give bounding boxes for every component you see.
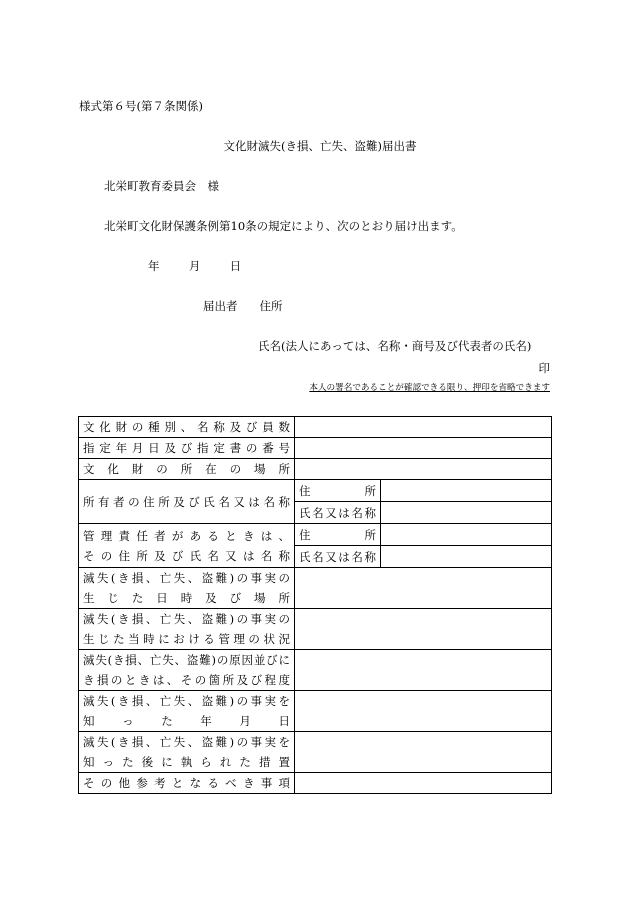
sub-label-address: 住 所 xyxy=(295,480,381,502)
reporter-address-label: 住所 xyxy=(259,299,283,313)
table-row xyxy=(79,691,552,732)
table-row xyxy=(79,417,552,438)
value-cell[interactable] xyxy=(381,524,552,546)
value-cell[interactable] xyxy=(295,650,552,691)
row-label: 文化財の種別、名称及び員数 xyxy=(79,417,295,438)
row-label: 滅失(き損、亡失、盗難)の事実を 知った後に執られた措置 xyxy=(79,732,295,773)
report-table xyxy=(78,416,552,794)
row-label: 滅失(き損、亡失、盗難)の事実を 知った年月日 xyxy=(79,691,295,732)
value-cell[interactable] xyxy=(295,417,552,438)
document-title: 文化財滅失(き損、亡失、盗難)届出書 xyxy=(223,139,417,153)
date-day: 日 xyxy=(229,259,242,273)
row-label: その他参考となるべき事項 xyxy=(79,773,295,794)
form-number: 様式第６号(第７条関係) xyxy=(79,99,203,113)
addressee: 北栄町教育委員会 様 xyxy=(104,179,219,193)
value-cell[interactable] xyxy=(381,546,552,568)
table-row xyxy=(79,773,552,794)
row-label: 指定年月日及び指定書の番号 xyxy=(79,438,295,459)
date-year: 年 xyxy=(148,259,160,273)
value-cell[interactable] xyxy=(295,773,552,794)
table-row xyxy=(79,568,552,609)
value-cell[interactable] xyxy=(295,609,552,650)
row-label: 滅失(き損、亡失、盗難)の原因並びに き損のときは、その箇所及び程度 xyxy=(79,650,295,691)
row-label: 所有者の住所及び氏名又は名称 xyxy=(79,480,295,524)
value-cell[interactable] xyxy=(295,732,552,773)
date-line xyxy=(148,258,241,274)
value-cell[interactable] xyxy=(295,438,552,459)
value-cell[interactable] xyxy=(381,480,552,502)
value-cell[interactable] xyxy=(295,459,552,480)
value-cell[interactable] xyxy=(295,691,552,732)
row-label: 管理責任者があるときは、 その住所及び氏名又は名称 xyxy=(79,524,295,568)
body-text: 北栄町文化財保護条例第10条の規定により、次のとおり届け出ます。 xyxy=(104,219,463,233)
value-cell[interactable] xyxy=(381,502,552,524)
seal-mark: 印 xyxy=(538,361,550,375)
row-label: 文化財の所在の場所 xyxy=(79,459,295,480)
sub-label-name: 氏名又は名称 xyxy=(295,546,381,568)
row-label: 滅失(き損、亡失、盗難)の事実の 生じた日時及び場所 xyxy=(79,568,295,609)
reporter-label: 届出者 xyxy=(203,299,238,313)
value-cell[interactable] xyxy=(295,568,552,609)
reporter-address xyxy=(203,298,283,314)
date-month: 月 xyxy=(188,259,201,273)
table-row xyxy=(79,732,552,773)
table-row xyxy=(79,459,552,480)
seal-note: 本人の署名であることが確認できる限り、押印を省略できます xyxy=(309,383,550,393)
table-row xyxy=(79,650,552,691)
row-label: 滅失(き損、亡失、盗難)の事実の 生じた当時における管理の状況 xyxy=(79,609,295,650)
table-row xyxy=(79,438,552,459)
name-label: 氏名(法人にあっては、名称・商号及び代表者の氏名) xyxy=(258,339,532,353)
table-row xyxy=(79,480,552,502)
sub-label-address: 住 所 xyxy=(295,524,381,546)
table-row xyxy=(79,609,552,650)
sub-label-name: 氏名又は名称 xyxy=(295,502,381,524)
table-row xyxy=(79,524,552,546)
